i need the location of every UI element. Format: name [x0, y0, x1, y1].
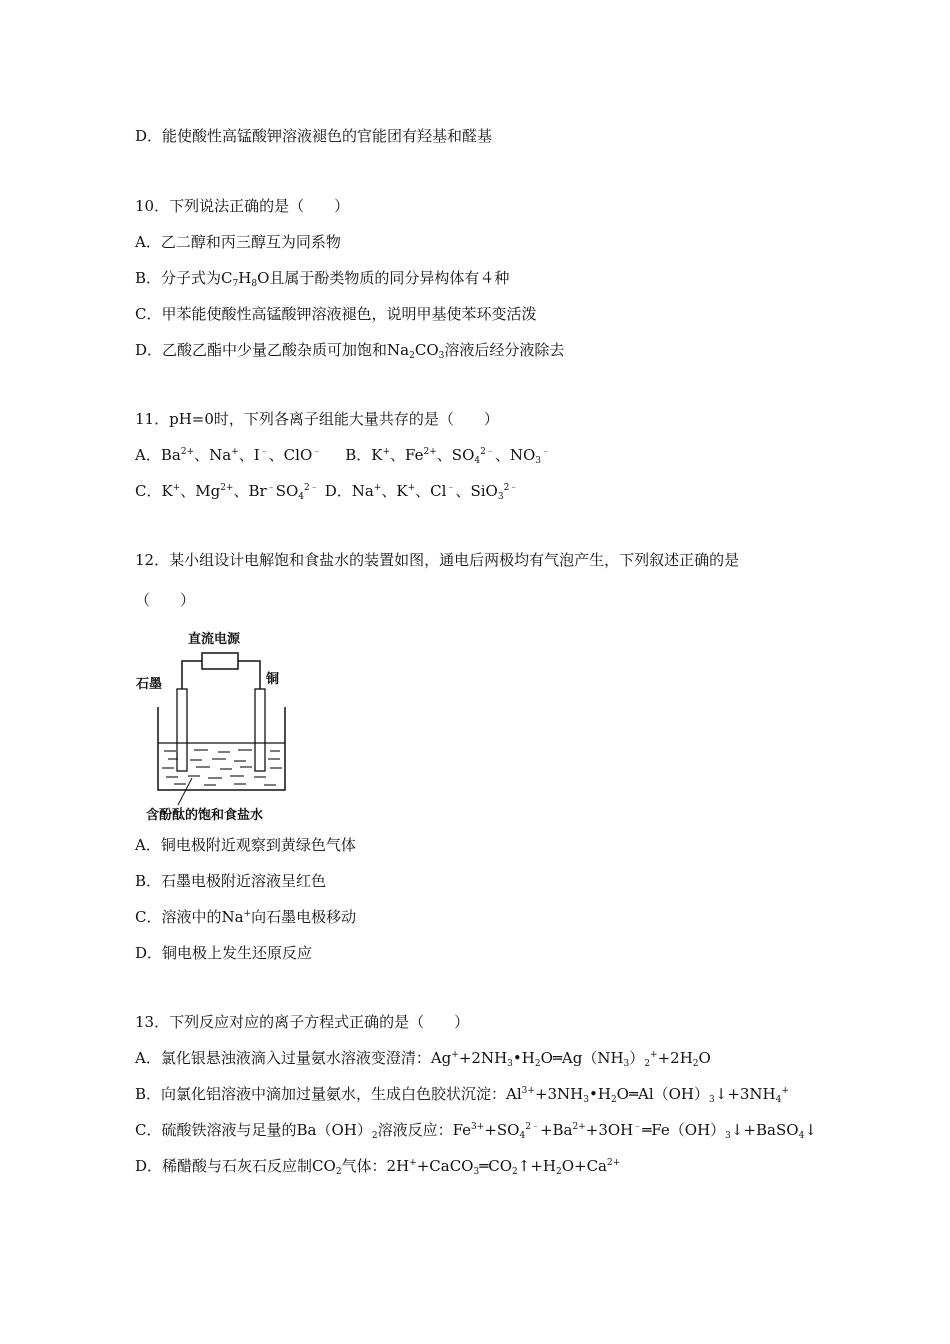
- q13-option-b: B．向氯化铝溶液中滴加过量氨水，生成白色胶状沉淀：$Al^{3+}+3NH_3•H_2O═Al(OH)_3↓+3NH_4^+$: [135, 1085, 789, 1105]
- copper-electrode: [255, 689, 265, 771]
- q13-option-d: D．稀醋酸与石灰石反应制$CO_2$气体：$2H^++CaCO_3═CO_2↑+H_2O+Ca^{2+}$: [135, 1157, 621, 1177]
- q12-option-b: B．石墨电极附近溶液呈红色: [135, 872, 327, 890]
- q11-options-ab: [135, 445, 550, 465]
- electrolysis-diagram: [134, 625, 294, 825]
- q12-option-c: C．溶液中的Na+向石墨电极移动: [135, 908, 357, 926]
- q12-stem: 12．某小组设计电解饱和食盐水的装置如图，通电后两极均有气泡产生，下列叙述正确的是: [135, 551, 740, 569]
- graphite-electrode: [177, 689, 187, 771]
- q13-stem: 13．下列反应对应的离子方程式正确的是（ ）: [135, 1013, 470, 1031]
- q13-option-c: C．硫酸铁溶液与足量的$Ba(OH)_2$溶液反应：$Fe^{3+}+SO_4^{2﹣}+Ba^{2+}+3OH^﹣═Fe(OH)_3↓+BaSO_4↓$: [135, 1121, 817, 1141]
- power-supply-box: [202, 653, 238, 669]
- q11-option-a: A．$Ba^{2+}$、Na+、I﹣、ClO﹣: [135, 446, 322, 464]
- q10-option-b: B．分子式为$C_7H_8O$且属于酚类物质的同分异构体有４种: [135, 269, 510, 289]
- q12-option-a: A．铜电极附近观察到黄绿色气体: [135, 836, 356, 854]
- graphite-label: 石墨: [136, 677, 163, 692]
- q11-stem: 11．pH=0时，下列各离子组能大量共存的是（ ）: [135, 410, 499, 428]
- q10-option-c: C．甲苯能使酸性高锰酸钾溶液褪色，说明甲基使苯环变活泼: [135, 305, 537, 323]
- q9-option-d: D．能使酸性高锰酸钾溶液褪色的官能团有羟基和醛基: [135, 127, 493, 145]
- right-wire: [238, 661, 260, 689]
- q12-paren: （ ）: [135, 591, 196, 609]
- copper-label: 铜: [266, 672, 280, 687]
- q11-options-cd: [135, 481, 518, 501]
- q10-option-a: A．乙二醇和丙三醇互为同系物: [135, 233, 341, 251]
- left-wire: [182, 661, 202, 689]
- q11-option-d: D．Na+、K+、Cl﹣、SiO$_3^{2﹣}$: [324, 482, 519, 502]
- solution-label: 含酚酞的饱和食盐水: [146, 808, 264, 823]
- power-label: 直流电源: [188, 632, 241, 647]
- q12-option-d: D．铜电极上发生还原反应: [135, 944, 313, 962]
- q10-option-d: D．乙酸乙酯中少量乙酸杂质可加饱和$Na_2CO_3$溶液后经分液除去: [135, 341, 565, 361]
- q11-option-b: B．K+、$Fe^{2+}$、$SO_4^{2﹣}$、$NO_3^﹣$: [345, 446, 551, 466]
- q13-option-a: A．氯化银悬浊液滴入过量氨水溶液变澄清：$Ag^++2NH_3•H_2O═Ag(NH_3)_2^++2H_2O$: [135, 1049, 711, 1069]
- q10-stem: 10．下列说法正确的是（ ）: [135, 197, 350, 215]
- label-pointer: [178, 778, 192, 805]
- q11-option-c: C．K+、$Mg^{2+}$、$Br^﹣SO_4^{2﹣}$: [135, 482, 319, 502]
